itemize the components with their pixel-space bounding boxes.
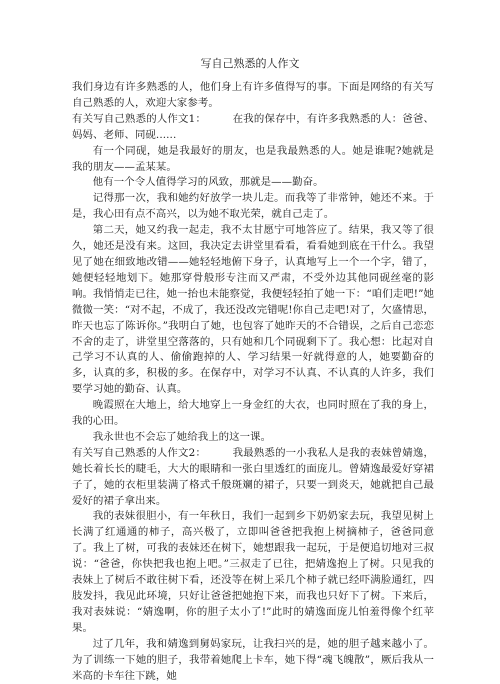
- essay1-paragraph-6: 我永世也不会忘了她给我上的这一课。: [92, 430, 272, 443]
- essay2-paragraph-2: 过了几年，我和婧逸到舅妈家玩，让我扫兴的是，她的胆子越来越小了。为了训练一下她的胆子，我带着她爬上卡车，她下得“魂飞魄散”，厥后我从一米高的卡车往下跳，她: [72, 637, 434, 682]
- essay1-paragraph-3: 记得那一次，我和她约好放学一块儿走。而我等了非常钟，她还不来。于是，我心田有点不高兴，以为她不取光荣，就自己走了。: [72, 192, 434, 221]
- essay2-heading: 有关写自己熟悉的人作文2： 我最熟悉的一小我私人是我的表妹曾婧逸，她长着长长的睫毛，大大的眼睛和一张白里透红的面庞儿。曾婧逸最爱好穿裙子了，她的衣柜里装满了格式千般斑斓的裙子，只要一到炎天，她就把自己最爱好的裙子拿出来。: [72, 446, 434, 507]
- document-title: 写自己熟悉的人作文: [200, 57, 300, 70]
- essay1-paragraph-1: 有一个同砚，她是我最好的朋友，也是我最熟悉的人。她是谁呢?她就是我的朋友——孟某某。: [72, 144, 434, 173]
- essay2-paragraph-1: 我的表妹很胆小，有一年秋日，我们一起到乡下奶奶家去玩，我望见树上长满了红通通的柿子，高兴极了，立即叫爸爸把我抱上树摘柿子，爸爸同意了。我上了树，可我的表妹还在树下，她想跟我一起玩，于是便追切地对三叔说：“爸爸，你快把我也抱上吧。”三叔走了已往，把婧逸抱上了树。只见我的表妹上了树后不敢往树下看，还没等在树上采几个柿子就已经吓满脸通红，四肢发抖，我见此环境，只好让爸爸把她抱下来，而我也只好下了树。下来后，我对表妹说：“婧逸啊，你的胆子太小了!”此时的婧逸面庞儿怕羞得像个红苹果。: [72, 510, 434, 634]
- essay1-paragraph-4: 第二天，她又约我一起走，我不太甘愿宁可地答应了。结果，我又等了很久，她还是没有来。这回，我决定去讲堂里看看，看看她到底在干什么。我望见了她在细致地改错——她轻轻地俯下身子，认真地写上一个一个字，错了，她便轻轻地划下。她那穿骨般形专注而又严肃，不受外边其他同砚丝毫的影响。我悄悄走已往，她一抬也未能察觉，我便轻轻拍了她一下：“咱们走吧!”她微微一笑：“对不起，不成了，我还没改完错呢!你自己走吧!对了，欠盛情思，昨天也忘了陈诉你。”我明白了她，也包容了她昨天的不合错误，之后自己恋恋不舍的走了，讲堂里空落落的，只有她和几个同砚剩下了。我心想：比起对自己学习不认真的人、偷偷跑掉的人、学习结果一好就得意的人，她要勤奋的多，认真的多，积极的多。在保存中，对学习不认真、不认真的人许多，我们要学习她的勤奋、认真。: [72, 224, 434, 396]
- essay1-paragraph-5: 晚霞照在大地上，给大地穿上一身金红的大衣，也同时照在了我的身上，我的心田。: [72, 399, 434, 428]
- document-body: [72, 80, 434, 684]
- essay1-heading: 有关写自己熟悉的人作文1： 在我的保存中，有许多我熟悉的人：爸爸、妈妈、老师、同砚......: [72, 112, 434, 141]
- intro-paragraph: 我们身边有许多熟悉的人，他们身上有许多值得写的事。下面是网络的有关写自己熟悉的人，欢迎大家参考。: [72, 81, 434, 109]
- essay1-paragraph-2: 他有一个令人值得学习的风致，那就是——勤奋。: [92, 176, 324, 189]
